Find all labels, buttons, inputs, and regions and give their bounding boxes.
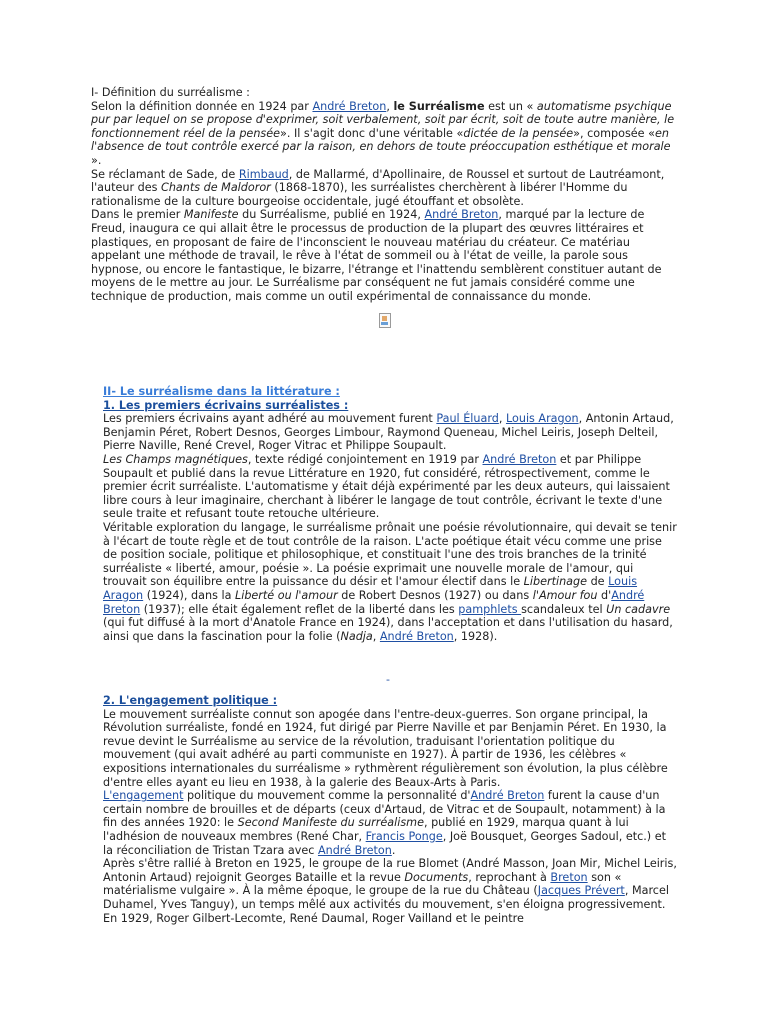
paragraph <box>103 453 678 521</box>
text-run: Après s'être rallié à Breton en 1925, le groupe de la rue Blomet (André Masson, Joan Mir, Michel Leiris, Antonin Artaud) rejoignit Georges Bataille et la revue <box>103 857 677 884</box>
text-run: , <box>498 412 506 426</box>
text-run: , de Mallarmé, d'Apollinaire, de Roussel et surtout de Lautréamont, l'auteur des <box>91 167 665 195</box>
italic-title: Les Champs magnétiques <box>103 452 248 466</box>
link-engagement[interactable]: L'engagement <box>103 789 184 803</box>
subheading-link[interactable]: 2. L'engagement politique : <box>103 694 278 707</box>
link-louis-aragon[interactable]: Louis Aragon <box>505 412 579 426</box>
text-run: de Robert Desnos (1927) ou dans <box>337 588 533 602</box>
italic-title: l'Amour fou <box>532 588 598 602</box>
italic-title: Documents <box>404 870 469 884</box>
link-francis-ponge[interactable]: Francis Ponge <box>365 829 443 843</box>
section-definition <box>91 86 676 304</box>
paragraph <box>91 168 676 209</box>
text-run: ». Il s'agit donc d'une véritable « <box>280 126 464 140</box>
italic-title: Un cadavre <box>606 602 671 616</box>
text-run: et par Philippe Soupault et publié dans la revue Littérature en 1920, fut considéré, rétrospectivement, comme le premier écrit surréaliste. L'automatisme y était déjà expérimenté par les deux auteurs, qui laissaient libre cours à leur imaginaire, cherchant à libérer le langage de tout contrôle, écrivant le texte d'une seule traite et refusant toute retouche ultérieure. <box>103 452 670 521</box>
text-run: , Antonin Artaud, Benjamin Péret, Robert Desnos, Georges Limbour, Raymond Queneau, Michel Leiris, Joseph Delteil, Pierre Naville, René Crevel, Roger Vitrac et Philippe Soupault. <box>103 412 674 453</box>
paragraph <box>91 100 676 168</box>
text-run: scandaleux tel <box>521 602 607 616</box>
text-run: son « matérialisme vulgaire ». À la même époque, le groupe de la rue du Château ( <box>103 870 622 898</box>
paragraph <box>103 412 678 453</box>
text-run: , marqué par la lecture de Freud, inaugura ce qui allait être le processus de production de la plupart des œuvres littéraires et plastiques, en proposant de faire de l'inconscient le nouveau matériau du créateur. Ce matériau appelant une méthode de travail, le rêve à l'état de sommeil ou à l'état de veille, la parole sous hypnose, ou encore le fantastique, le bizarre, l'étrange et l'inattendu semblèrent constituer autant de moyens de le mettre au jour. Le Surréalisme par conséquent ne fut jamais considéré comme une technique de production, mais comme un outil expérimental de connaissance du monde. <box>91 208 662 303</box>
link-andre-breton[interactable]: André Breton <box>312 99 387 113</box>
text-run: d' <box>597 588 612 602</box>
text-run: Se réclamant de Sade, de <box>91 167 239 181</box>
text-run: (1924), dans la <box>143 588 235 602</box>
italic-title: Nadja <box>340 629 373 643</box>
paragraph <box>103 521 678 643</box>
paragraph: Le mouvement surréaliste connut son apogée dans l'entre-deux-guerres. Son organe principal, la Révolution surréaliste, fondé en 1924, fut dirigé par Pierre Naville et par Benjamin Péret. En 1930, la revue devint le Surréalisme au service de la révolution, traduisant l'orientation politique du mouvement (qui avait adhéré au parti communiste en 1927). À partir de 1936, les célèbres « expositions internationales du surréalisme » rythmèrent régulièrement son évolution, la plus célèbre d'entre elles ayant eu lieu en 1938, à la galerie des Beaux-Arts à Paris. <box>103 707 668 789</box>
text-run: Les premiers écrivains ayant adhéré au mouvement furent <box>103 412 437 426</box>
text-run: Véritable exploration du langage, le surréalisme prônait une poésie révolutionnaire, qui devait se tenir à l'écart de toute règle et de tout contrôle de la raison. L'acte poétique était vécu comme une prise de position sociale, politique et philosophique, et constituait l'une des trois branches de la trinité surréaliste « liberté, amour, poésie ». La poésie exprimait une nouvelle morale de l'amour, qui trouvait son équilibre entre la puissance du désir et l'amour électif dans le <box>103 520 677 589</box>
italic-title: Liberté ou l'amour <box>234 588 338 602</box>
paragraph <box>91 208 676 303</box>
dash-link[interactable]: - <box>386 673 390 686</box>
link-andre-breton[interactable]: André Breton <box>379 629 454 643</box>
link-andre-breton[interactable]: André Breton <box>317 843 392 857</box>
text-run: », composée « <box>573 126 655 140</box>
text-run: Dans le premier <box>91 208 184 222</box>
italic-quote: dictée de la pensée <box>463 126 574 140</box>
text-run: (1937); elle était également reflet de la liberté dans les <box>140 602 459 616</box>
section-heading: I- Définition du surréalisme : <box>91 86 250 99</box>
text-run: furent la cause d'un certain nombre de brouilles et de départs (ceux d'Artaud, de Vitrac et de Soupault, notamment) à la fin des années 1920: le <box>103 789 666 830</box>
italic-title: Second Manifeste du surréalisme <box>237 816 424 830</box>
italic-title: Manifeste <box>183 208 239 222</box>
italic-quote: automatisme psychique pur par lequel on se propose d'exprimer, soit verbalement, soit par écrit, soit de toute autre manière, le fonctionnement réel de la pensée <box>91 99 675 140</box>
link-pamphlets[interactable]: pamphlets <box>458 602 522 616</box>
text-run: , 1928). <box>453 629 498 643</box>
text-run: politique du mouvement comme la personnalité d' <box>183 789 471 803</box>
paragraph <box>103 789 678 857</box>
link-andre-breton[interactable]: André Breton <box>470 789 545 803</box>
text-run: Selon la définition donnée en 1924 par <box>91 99 313 113</box>
bold-term: le Surréalisme <box>393 99 485 113</box>
section-political-engagement <box>103 694 678 925</box>
link-jacques-prevert[interactable]: Jacques Prévert <box>537 884 625 898</box>
link-paul-eluard[interactable]: Paul Éluard <box>436 412 499 426</box>
italic-title: Libertinage <box>523 575 588 589</box>
text-run: , publié en 1929, marqua quant à lui l'adhésion de nouveaux membres (René Char, <box>103 816 629 843</box>
link-breton[interactable]: Breton <box>550 870 588 884</box>
text-run: , <box>386 99 394 113</box>
broken-image-icon[interactable] <box>379 313 391 328</box>
link-rimbaud[interactable]: Rimbaud <box>238 167 289 181</box>
subheading-link[interactable]: 1. Les premiers écrivains surréalistes : <box>103 398 349 412</box>
link-andre-breton[interactable]: André Breton <box>424 208 499 222</box>
italic-title: Chants de Maldoror <box>161 181 271 195</box>
link-andre-breton[interactable]: André Breton <box>482 452 557 466</box>
text-run: du Surréalisme, publié en 1924, <box>238 208 425 222</box>
text-run: ». <box>91 153 102 167</box>
text-run: est un « <box>484 99 537 113</box>
text-run: de <box>587 575 609 589</box>
text-run: , texte rédigé conjointement en 1919 par <box>247 452 483 466</box>
link-andre-breton[interactable]: André Breton <box>103 588 645 616</box>
link-louis-aragon[interactable]: Louis Aragon <box>103 575 638 602</box>
text-run: , reprochant à <box>468 870 551 884</box>
text-run: , Marcel Duhamel, Yves Tanguy), un temps mêlé aux activités du mouvement, s'en éloigna progressivement. En 1929, Roger Gilbert-Lecomte, René Daumal, Roger Vailland et le peintre <box>103 884 669 925</box>
paragraph <box>103 857 678 925</box>
section-literature <box>103 385 678 643</box>
text-run: , Joë Bousquet, Georges Sadoul, etc.) et la réconciliation de Tristan Tzara avec <box>103 829 666 857</box>
section-heading-link[interactable]: II- Le surréalisme dans la littérature : <box>103 385 340 398</box>
text-run: , <box>372 629 380 643</box>
text-run: (qui fut diffusé à la mort d'Anatole France en 1924), dans l'acceptation et dans l'utilisation du hasard, ainsi que dans la fascination pour la folie ( <box>103 616 673 643</box>
text-run: . <box>391 843 396 857</box>
text-run: (1868-1870), les surréalistes cherchèrent à libérer l'Homme du rationalisme de la culture bourgeoise occidentale, jugé étouffant et obsolète. <box>91 181 628 208</box>
italic-quote: en l'absence de tout contrôle exercé par la raison, en dehors de toute préoccupation esthétique et morale <box>91 126 671 154</box>
